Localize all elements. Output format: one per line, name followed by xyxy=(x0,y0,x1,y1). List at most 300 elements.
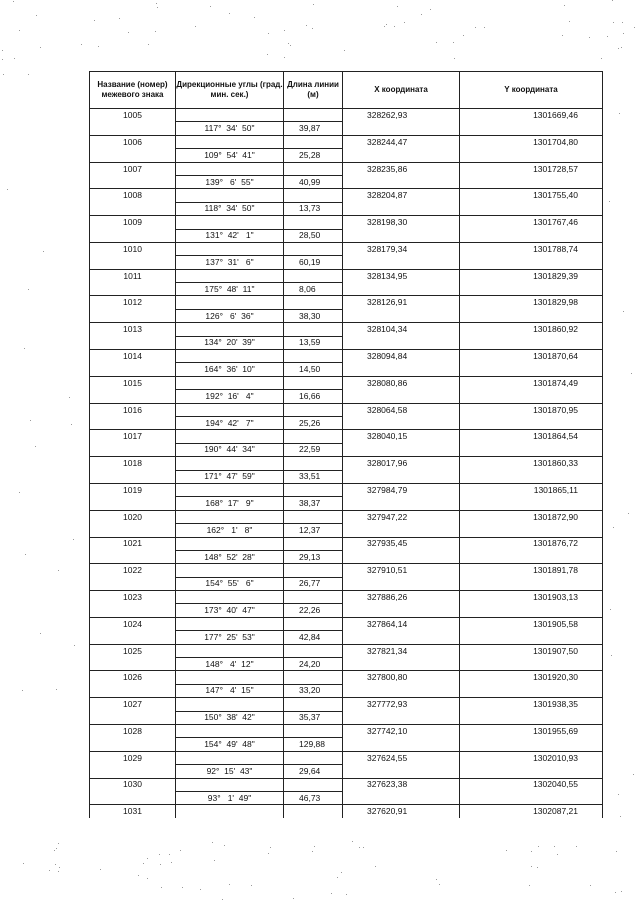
point-row xyxy=(90,778,603,791)
segment-row xyxy=(90,149,603,162)
segment-row xyxy=(90,470,603,483)
empty-cell xyxy=(90,202,176,215)
line-length: 39,87 xyxy=(284,122,343,135)
line-length: 33,20 xyxy=(284,684,343,697)
x-coordinate: 327935,45 xyxy=(343,537,460,550)
point-row xyxy=(90,617,603,630)
x-coordinate: 328126,91 xyxy=(343,296,460,309)
point-row xyxy=(90,483,603,496)
point-name: 1017 xyxy=(90,430,176,443)
line-length: 12,37 xyxy=(284,524,343,537)
empty-cell xyxy=(284,537,343,550)
empty-cell xyxy=(460,604,603,617)
empty-cell xyxy=(460,336,603,349)
x-coordinate: 328104,34 xyxy=(343,323,460,336)
line-length: 29,64 xyxy=(284,765,343,778)
x-coordinate: 327620,91 xyxy=(343,805,460,818)
point-row xyxy=(90,242,603,255)
point-name: 1022 xyxy=(90,564,176,577)
empty-cell xyxy=(343,175,460,188)
point-row xyxy=(90,135,603,148)
direction-angle: 137° 31' 6" xyxy=(176,256,284,269)
point-row xyxy=(90,698,603,711)
point-row xyxy=(90,376,603,389)
empty-cell xyxy=(343,631,460,644)
empty-cell xyxy=(284,135,343,148)
header-x: X координата xyxy=(343,72,460,109)
y-coordinate: 1301876,72 xyxy=(460,537,603,550)
empty-cell xyxy=(90,738,176,751)
segment-row xyxy=(90,175,603,188)
y-coordinate: 1301860,33 xyxy=(460,457,603,470)
line-length: 28,50 xyxy=(284,229,343,242)
header-name: Название (номер) межевого знака xyxy=(90,72,176,109)
empty-cell xyxy=(90,390,176,403)
empty-cell xyxy=(90,336,176,349)
segment-row xyxy=(90,390,603,403)
y-coordinate: 1301955,69 xyxy=(460,724,603,737)
empty-cell xyxy=(460,416,603,429)
empty-cell xyxy=(343,604,460,617)
empty-cell xyxy=(284,296,343,309)
point-name: 1027 xyxy=(90,698,176,711)
empty-cell xyxy=(90,470,176,483)
direction-angle: 175° 48' 11" xyxy=(176,283,284,296)
x-coordinate: 328235,86 xyxy=(343,162,460,175)
point-name: 1031 xyxy=(90,805,176,818)
line-length: 25,28 xyxy=(284,149,343,162)
empty-cell xyxy=(343,577,460,590)
point-name: 1023 xyxy=(90,591,176,604)
point-name: 1007 xyxy=(90,162,176,175)
direction-angle: 168° 17' 9" xyxy=(176,497,284,510)
empty-cell xyxy=(460,149,603,162)
point-row xyxy=(90,189,603,202)
empty-cell xyxy=(90,765,176,778)
table-header-row xyxy=(90,72,603,109)
x-coordinate: 328094,84 xyxy=(343,350,460,363)
line-length: 8,06 xyxy=(284,283,343,296)
line-length: 13,59 xyxy=(284,336,343,349)
point-name: 1005 xyxy=(90,109,176,122)
empty-cell xyxy=(343,470,460,483)
direction-angle: 117° 34' 50" xyxy=(176,122,284,135)
y-coordinate: 1301920,30 xyxy=(460,671,603,684)
point-name: 1021 xyxy=(90,537,176,550)
empty-cell xyxy=(284,323,343,336)
line-length: 29,13 xyxy=(284,550,343,563)
empty-cell xyxy=(343,256,460,269)
segment-row xyxy=(90,256,603,269)
boundary-coordinates-table xyxy=(89,71,603,818)
y-coordinate: 1301860,92 xyxy=(460,323,603,336)
empty-cell xyxy=(343,336,460,349)
empty-cell xyxy=(176,457,284,470)
y-coordinate: 1301864,54 xyxy=(460,430,603,443)
empty-cell xyxy=(284,617,343,630)
x-coordinate: 327864,14 xyxy=(343,617,460,630)
segment-row xyxy=(90,658,603,671)
x-coordinate: 328244,47 xyxy=(343,135,460,148)
header-y: Y координата xyxy=(460,72,603,109)
empty-cell xyxy=(176,216,284,229)
line-length: 33,51 xyxy=(284,470,343,483)
header-angle: Дирекционные углы (град. мин. сек.) xyxy=(176,72,284,109)
y-coordinate: 1302040,55 xyxy=(460,778,603,791)
x-coordinate: 328204,87 xyxy=(343,189,460,202)
empty-cell xyxy=(460,658,603,671)
empty-cell xyxy=(343,738,460,751)
empty-cell xyxy=(284,591,343,604)
empty-cell xyxy=(460,577,603,590)
empty-cell xyxy=(90,256,176,269)
empty-cell xyxy=(460,309,603,322)
line-length: 22,26 xyxy=(284,604,343,617)
x-coordinate: 328179,34 xyxy=(343,242,460,255)
empty-cell xyxy=(284,671,343,684)
empty-cell xyxy=(176,269,284,282)
empty-cell xyxy=(176,323,284,336)
header-length: Длина линии (м) xyxy=(284,72,343,109)
empty-cell xyxy=(90,631,176,644)
direction-angle: 118° 34' 50" xyxy=(176,202,284,215)
line-length: 38,30 xyxy=(284,309,343,322)
empty-cell xyxy=(460,122,603,135)
x-coordinate: 328198,30 xyxy=(343,216,460,229)
segment-row xyxy=(90,229,603,242)
y-coordinate: 1301829,39 xyxy=(460,269,603,282)
point-row xyxy=(90,724,603,737)
empty-cell xyxy=(284,751,343,764)
point-row xyxy=(90,537,603,550)
point-row xyxy=(90,591,603,604)
empty-cell xyxy=(343,524,460,537)
direction-angle: 147° 4' 15" xyxy=(176,684,284,697)
y-coordinate: 1301728,57 xyxy=(460,162,603,175)
point-name: 1015 xyxy=(90,376,176,389)
empty-cell xyxy=(176,242,284,255)
empty-cell xyxy=(176,109,284,122)
empty-cell xyxy=(90,604,176,617)
direction-angle: 134° 20' 39" xyxy=(176,336,284,349)
segment-row xyxy=(90,443,603,456)
empty-cell xyxy=(284,724,343,737)
empty-cell xyxy=(90,658,176,671)
empty-cell xyxy=(343,684,460,697)
point-name: 1012 xyxy=(90,296,176,309)
point-name: 1008 xyxy=(90,189,176,202)
empty-cell xyxy=(284,162,343,175)
line-length: 25,26 xyxy=(284,416,343,429)
empty-cell xyxy=(284,269,343,282)
empty-cell xyxy=(460,175,603,188)
point-row xyxy=(90,430,603,443)
segment-row xyxy=(90,604,603,617)
point-name: 1029 xyxy=(90,751,176,764)
empty-cell xyxy=(90,122,176,135)
empty-cell xyxy=(343,497,460,510)
x-coordinate: 327984,79 xyxy=(343,483,460,496)
y-coordinate: 1301767,46 xyxy=(460,216,603,229)
empty-cell xyxy=(284,242,343,255)
empty-cell xyxy=(176,778,284,791)
y-coordinate: 1302010,93 xyxy=(460,751,603,764)
segment-row xyxy=(90,684,603,697)
empty-cell xyxy=(284,644,343,657)
x-coordinate: 327947,22 xyxy=(343,510,460,523)
empty-cell xyxy=(176,483,284,496)
line-length: 35,37 xyxy=(284,711,343,724)
point-name: 1014 xyxy=(90,350,176,363)
empty-cell xyxy=(460,738,603,751)
empty-cell xyxy=(343,122,460,135)
empty-cell xyxy=(460,256,603,269)
empty-cell xyxy=(176,591,284,604)
empty-cell xyxy=(284,457,343,470)
direction-angle: 92° 15' 43" xyxy=(176,765,284,778)
x-coordinate: 328017,96 xyxy=(343,457,460,470)
y-coordinate: 1301874,49 xyxy=(460,376,603,389)
empty-cell xyxy=(176,751,284,764)
empty-cell xyxy=(176,403,284,416)
segment-row xyxy=(90,122,603,135)
empty-cell xyxy=(176,537,284,550)
direction-angle: 148° 52' 28" xyxy=(176,550,284,563)
empty-cell xyxy=(284,805,343,818)
y-coordinate: 1301704,80 xyxy=(460,135,603,148)
empty-cell xyxy=(343,390,460,403)
empty-cell xyxy=(90,577,176,590)
point-name: 1028 xyxy=(90,724,176,737)
y-coordinate: 1301669,46 xyxy=(460,109,603,122)
empty-cell xyxy=(460,470,603,483)
direction-angle: 126° 6' 36" xyxy=(176,309,284,322)
direction-angle: 173° 40' 47" xyxy=(176,604,284,617)
empty-cell xyxy=(284,698,343,711)
empty-cell xyxy=(343,283,460,296)
point-name: 1024 xyxy=(90,617,176,630)
point-name: 1025 xyxy=(90,644,176,657)
empty-cell xyxy=(284,189,343,202)
y-coordinate: 1301891,78 xyxy=(460,564,603,577)
empty-cell xyxy=(343,309,460,322)
direction-angle: 171° 47' 59" xyxy=(176,470,284,483)
point-row xyxy=(90,510,603,523)
x-coordinate: 328134,95 xyxy=(343,269,460,282)
empty-cell xyxy=(90,791,176,804)
x-coordinate: 328080,86 xyxy=(343,376,460,389)
line-length: 40,99 xyxy=(284,175,343,188)
point-name: 1026 xyxy=(90,671,176,684)
empty-cell xyxy=(176,135,284,148)
point-name: 1010 xyxy=(90,242,176,255)
direction-angle: 190° 44' 34" xyxy=(176,443,284,456)
empty-cell xyxy=(460,765,603,778)
x-coordinate: 328064,58 xyxy=(343,403,460,416)
direction-angle: 139° 6' 55" xyxy=(176,175,284,188)
segment-row xyxy=(90,202,603,215)
direction-angle: 194° 42' 7" xyxy=(176,416,284,429)
point-name: 1009 xyxy=(90,216,176,229)
line-length: 26,77 xyxy=(284,577,343,590)
segment-row xyxy=(90,711,603,724)
x-coordinate: 327886,26 xyxy=(343,591,460,604)
empty-cell xyxy=(460,524,603,537)
empty-cell xyxy=(284,483,343,496)
empty-cell xyxy=(460,202,603,215)
empty-cell xyxy=(176,510,284,523)
direction-angle: 93° 1' 49" xyxy=(176,791,284,804)
empty-cell xyxy=(460,497,603,510)
y-coordinate: 1301788,74 xyxy=(460,242,603,255)
point-name: 1019 xyxy=(90,483,176,496)
x-coordinate: 328040,15 xyxy=(343,430,460,443)
segment-row xyxy=(90,336,603,349)
line-length: 38,37 xyxy=(284,497,343,510)
x-coordinate: 327624,55 xyxy=(343,751,460,764)
y-coordinate: 1301870,64 xyxy=(460,350,603,363)
empty-cell xyxy=(284,430,343,443)
empty-cell xyxy=(284,403,343,416)
empty-cell xyxy=(460,711,603,724)
empty-cell xyxy=(176,430,284,443)
line-length: 129,88 xyxy=(284,738,343,751)
empty-cell xyxy=(90,550,176,563)
empty-cell xyxy=(90,497,176,510)
segment-row xyxy=(90,738,603,751)
empty-cell xyxy=(460,684,603,697)
empty-cell xyxy=(176,644,284,657)
empty-cell xyxy=(343,711,460,724)
empty-cell xyxy=(176,617,284,630)
direction-angle: 148° 4' 12" xyxy=(176,658,284,671)
x-coordinate: 328262,93 xyxy=(343,109,460,122)
x-coordinate: 327821,34 xyxy=(343,644,460,657)
empty-cell xyxy=(176,724,284,737)
point-row xyxy=(90,403,603,416)
point-row xyxy=(90,564,603,577)
empty-cell xyxy=(176,698,284,711)
empty-cell xyxy=(343,765,460,778)
line-length: 16,66 xyxy=(284,390,343,403)
line-length: 24,20 xyxy=(284,658,343,671)
direction-angle: 150° 38' 42" xyxy=(176,711,284,724)
segment-row xyxy=(90,631,603,644)
empty-cell xyxy=(460,550,603,563)
empty-cell xyxy=(284,510,343,523)
segment-row xyxy=(90,577,603,590)
point-row xyxy=(90,296,603,309)
y-coordinate: 1301870,95 xyxy=(460,403,603,416)
empty-cell xyxy=(90,229,176,242)
empty-cell xyxy=(343,363,460,376)
segment-row xyxy=(90,497,603,510)
empty-cell xyxy=(90,149,176,162)
empty-cell xyxy=(90,363,176,376)
y-coordinate: 1301865,11 xyxy=(460,483,603,496)
empty-cell xyxy=(90,524,176,537)
point-name: 1030 xyxy=(90,778,176,791)
point-name: 1006 xyxy=(90,135,176,148)
direction-angle: 109° 54' 41" xyxy=(176,149,284,162)
empty-cell xyxy=(176,671,284,684)
point-name: 1016 xyxy=(90,403,176,416)
segment-row xyxy=(90,524,603,537)
point-row xyxy=(90,350,603,363)
empty-cell xyxy=(460,443,603,456)
y-coordinate: 1301903,13 xyxy=(460,591,603,604)
empty-cell xyxy=(176,564,284,577)
y-coordinate: 1302087,21 xyxy=(460,805,603,818)
direction-angle: 192° 16' 4" xyxy=(176,390,284,403)
line-length: 22,59 xyxy=(284,443,343,456)
empty-cell xyxy=(284,109,343,122)
empty-cell xyxy=(284,778,343,791)
point-name: 1011 xyxy=(90,269,176,282)
line-length: 13,73 xyxy=(284,202,343,215)
point-row xyxy=(90,109,603,122)
table-body xyxy=(90,109,603,818)
point-row xyxy=(90,805,603,818)
point-row xyxy=(90,162,603,175)
empty-cell xyxy=(90,309,176,322)
point-row xyxy=(90,671,603,684)
x-coordinate: 327772,93 xyxy=(343,698,460,711)
point-row xyxy=(90,269,603,282)
empty-cell xyxy=(460,229,603,242)
y-coordinate: 1301938,35 xyxy=(460,698,603,711)
empty-cell xyxy=(176,350,284,363)
point-row xyxy=(90,216,603,229)
empty-cell xyxy=(343,416,460,429)
direction-angle: 162° 1' 8" xyxy=(176,524,284,537)
empty-cell xyxy=(343,229,460,242)
segment-row xyxy=(90,765,603,778)
point-row xyxy=(90,457,603,470)
segment-row xyxy=(90,283,603,296)
y-coordinate: 1301755,40 xyxy=(460,189,603,202)
empty-cell xyxy=(460,283,603,296)
empty-cell xyxy=(460,631,603,644)
empty-cell xyxy=(460,390,603,403)
point-row xyxy=(90,644,603,657)
empty-cell xyxy=(284,350,343,363)
y-coordinate: 1301872,90 xyxy=(460,510,603,523)
empty-cell xyxy=(284,216,343,229)
point-name: 1013 xyxy=(90,323,176,336)
direction-angle: 154° 55' 6" xyxy=(176,577,284,590)
segment-row xyxy=(90,416,603,429)
segment-row xyxy=(90,309,603,322)
line-length: 42,84 xyxy=(284,631,343,644)
point-name: 1018 xyxy=(90,457,176,470)
empty-cell xyxy=(343,202,460,215)
direction-angle: 164° 36' 10" xyxy=(176,363,284,376)
empty-cell xyxy=(343,658,460,671)
point-row xyxy=(90,323,603,336)
empty-cell xyxy=(90,684,176,697)
empty-cell xyxy=(90,443,176,456)
point-name: 1020 xyxy=(90,510,176,523)
empty-cell xyxy=(90,283,176,296)
x-coordinate: 327910,51 xyxy=(343,564,460,577)
empty-cell xyxy=(284,376,343,389)
segment-row xyxy=(90,363,603,376)
line-length: 46,73 xyxy=(284,791,343,804)
point-row xyxy=(90,751,603,764)
y-coordinate: 1301829,98 xyxy=(460,296,603,309)
empty-cell xyxy=(284,564,343,577)
